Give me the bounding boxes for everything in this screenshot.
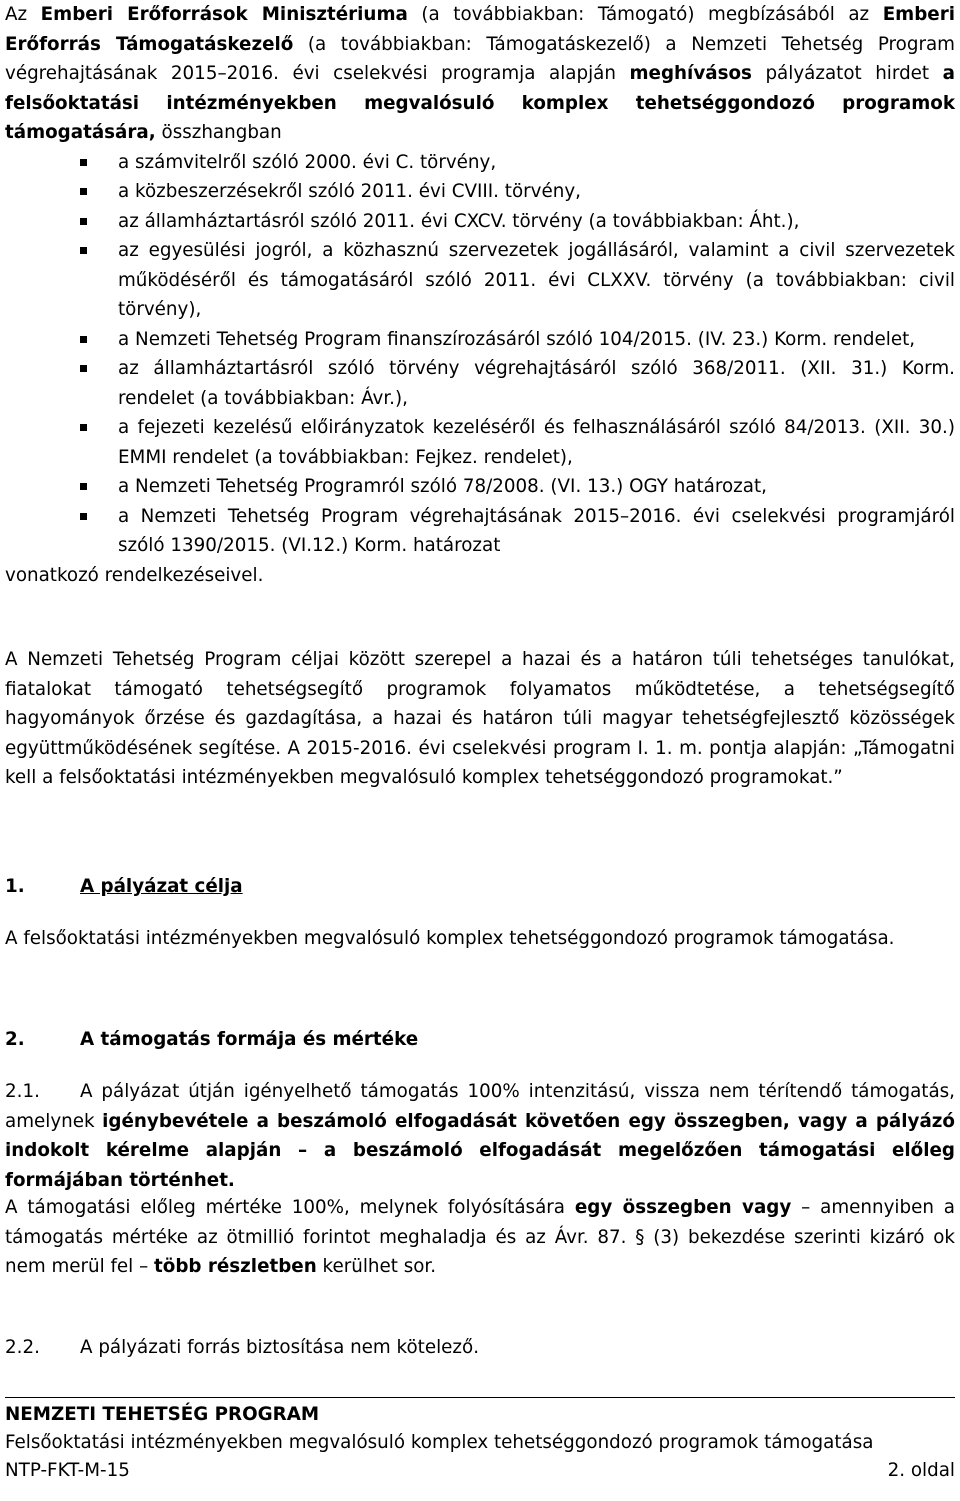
- page-number: 2. oldal: [887, 1460, 955, 1481]
- payment-conditions: igénybevétele a beszámoló elfogadását követően egy összegben, vagy a pályázó indokolt kérelme alapján – a beszámoló elfogadását megelőzően támogatási előleg formájában történhet.: [5, 1110, 955, 1191]
- subsection-number: 2.1.: [5, 1081, 40, 1102]
- tender-type: meghívásos: [629, 63, 752, 84]
- square-bullet-icon: [80, 336, 87, 343]
- section-title: A támogatás formája és mértéke: [80, 1029, 419, 1050]
- intro-text-2: (a továbbiakban: Támogató) megbízásából az: [407, 4, 883, 25]
- intro-block: [5, 0, 955, 590]
- footer-bottom-row: [5, 1457, 955, 1485]
- goals-paragraph: A Nemzeti Tehetség Program céljai között szerepel a hazai és a határon túli tehetséges tanulókat, fiatalokat támogató tehetségsegítő programok folyamatos működtetése, a tehetségsegítő hagyományok őrzése és gazdagítása, a hazai és határon túli magyar tehetségfejlesztő közösségek együttműködésének segítése. A 2015-2016. évi cselekvési program I. 1. m. pontja alapján: „Támogatni kell a felsőoktatási intézményekben megvalósuló komplex tehetséggondozó programokat.”: [5, 649, 955, 788]
- intro-paragraph: [5, 0, 955, 148]
- square-bullet-icon: [80, 188, 87, 195]
- footer-subtitle: Felsőoktatási intézményekben megvalósuló komplex tehetséggondozó programok támogatása: [5, 1432, 874, 1453]
- footer-program: NEMZETI TEHETSÉG PROGRAM: [5, 1404, 320, 1425]
- tender-subject: a felsőoktatási intézményekben megvalósuló komplex tehetséggondozó programok támogatására,: [5, 63, 955, 143]
- square-bullet-icon: [80, 483, 87, 490]
- square-bullet-icon: [80, 218, 87, 225]
- intro-text-0: Az: [5, 4, 41, 25]
- list-item: a közbeszerzésekről szóló 2011. évi CVIII. törvény,: [5, 177, 955, 207]
- section-2-1-paragraph: 2.1. A pályázat útján igényelhető támogatás 100% intenzitású, vissza nem térítendő támogatás, amelynek igénybevétele a beszámoló elfogadását követően egy összegben, vagy a pályázó indokolt kérelme alapján – a beszámoló elfogadását megelőzően támogatási előleg formájában történhet.: [5, 1077, 955, 1195]
- section-2-2-paragraph: 2.2. A pályázati forrás biztosítása nem kötelező.: [5, 1333, 955, 1363]
- list-item: a Nemzeti Tehetség Program finanszírozásáról szóló 104/2015. (IV. 23.) Korm. rendelet,: [5, 325, 955, 355]
- ministry-name: Emberi Erőforrások Minisztériuma: [40, 4, 408, 25]
- closing-text: vonatkozó rendelkezéseivel.: [5, 564, 264, 586]
- section-1-body: A felsőoktatási intézményekben megvalósuló komplex tehetséggondozó programok támogatása.: [5, 928, 895, 949]
- list-item: a Nemzeti Tehetség Programról szóló 78/2008. (VI. 13.) OGY határozat,: [5, 472, 955, 502]
- square-bullet-icon: [80, 513, 87, 520]
- section-2-heading: [5, 1025, 418, 1055]
- square-bullet-icon: [80, 159, 87, 166]
- list-item: a Nemzeti Tehetség Program végrehajtásának 2015–2016. évi cselekvési programjáról szóló 1390/2015. (VI.12.) Korm. határozat: [5, 502, 955, 561]
- section-number: 2.: [5, 1029, 25, 1050]
- footer-code: NTP-FKT-M-15: [5, 1460, 130, 1481]
- intro-text-6: pályázatot hirdet: [751, 63, 943, 84]
- square-bullet-icon: [80, 424, 87, 431]
- list-item: az egyesülési jogról, a közhasznú szervezetek jogállásáról, valamint a civil szervezetek működéséről és támogatásáról szóló 2011. évi CLXXV. törvény (a továbbiakban: civil törvény),: [5, 236, 955, 325]
- list-item: a számvitelről szóló 2000. évi C. törvény,: [5, 148, 955, 178]
- square-bullet-icon: [80, 365, 87, 372]
- intro-text-4: (a továbbiakban: Támogatáskezelő) a Nemzeti Tehetség Program végrehajtásának 2015–2016. évi cselekvési programja alapján: [5, 33, 955, 84]
- list-item: az államháztartásról szóló törvény végrehajtásáról szóló 368/2011. (XII. 31.) Korm. rendelet (a továbbiakban: Ávr.),: [5, 354, 955, 413]
- document-page: [5, 0, 955, 1501]
- section-number: 1.: [5, 876, 25, 897]
- section-title: A pályázat célja: [80, 876, 243, 897]
- agency-name: Emberi Erőforrás Támogatáskezelő: [5, 4, 955, 55]
- subsection-number: 2.2.: [5, 1337, 40, 1358]
- advance-paragraph: A támogatási előleg mértéke 100%, melynek folyósítására egy összegben vagy – amennyiben a támogatás mértéke az ötmillió forintot meghaladja és az Ávr. 87. § (3) bekezdése szerinti kizáró ok nem merül fel – több részletben kerülhet sor.: [5, 1197, 955, 1277]
- square-bullet-icon: [80, 247, 87, 254]
- footer-divider: [5, 1397, 955, 1398]
- section-1-heading: [5, 872, 243, 902]
- list-item: az államháztartásról szóló 2011. évi CXCV. törvény (a továbbiakban: Áht.),: [5, 207, 955, 237]
- legal-basis-list: [5, 148, 955, 561]
- intro-text-8: összhangban: [155, 122, 282, 143]
- page-footer: [5, 1401, 955, 1485]
- list-item: a fejezeti kezelésű előirányzatok kezeléséről és felhasználásáról szóló 84/2013. (XII. 30.) EMMI rendelet (a továbbiakban: Fejkez. rendelet),: [5, 413, 955, 472]
